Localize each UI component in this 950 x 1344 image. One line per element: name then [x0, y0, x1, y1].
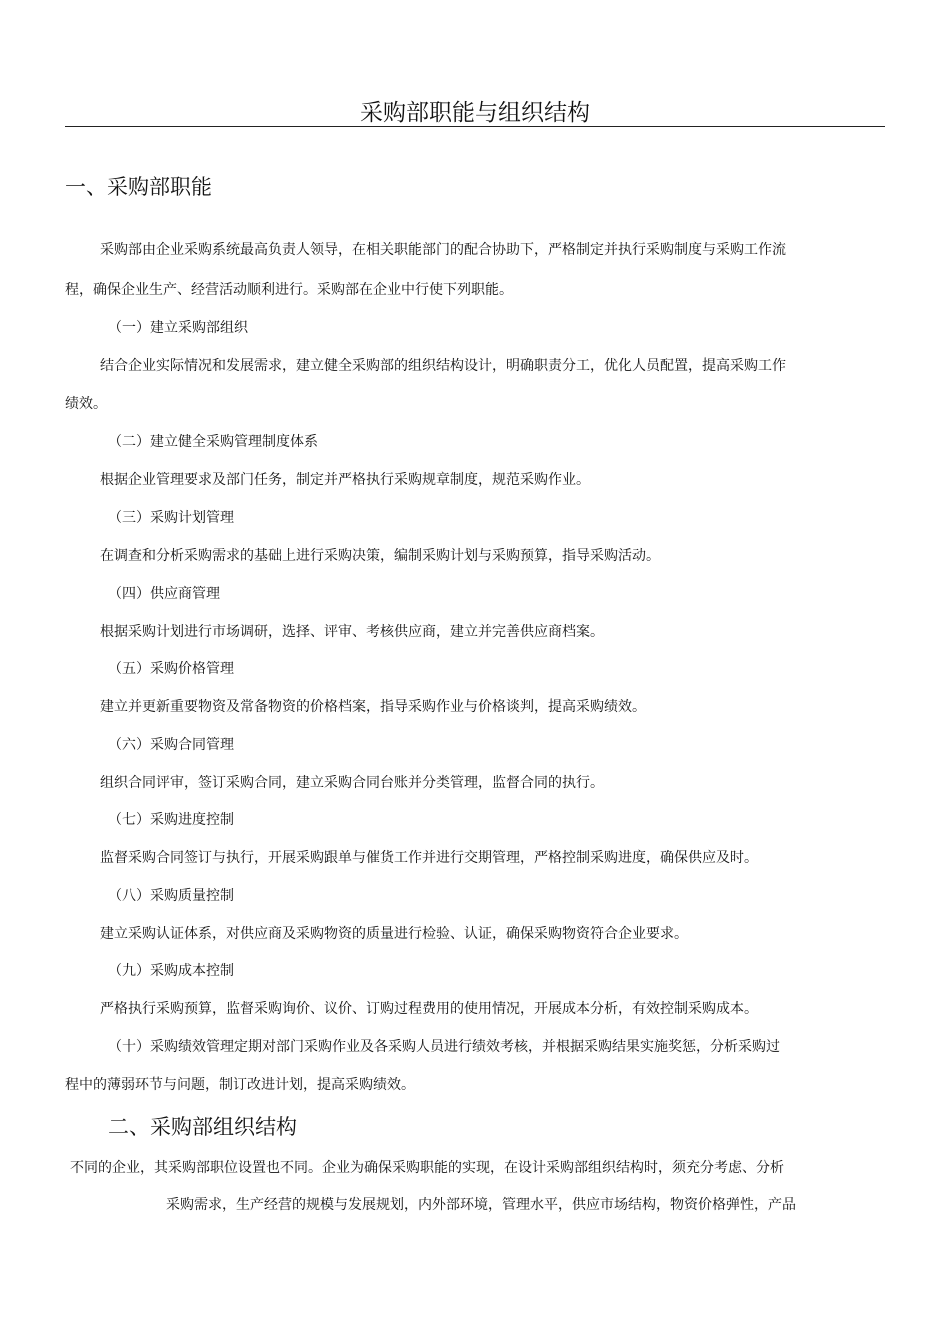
item3-heading: （三）采购计划管理 [108, 510, 234, 526]
item6-heading: （六）采购合同管理 [108, 737, 234, 753]
item5-heading: （五）采购价格管理 [108, 661, 234, 677]
item9-heading: （九）采购成本控制 [108, 963, 234, 979]
item7-heading: （七）采购进度控制 [108, 812, 234, 828]
item8-text: 建立采购认证体系，对供应商及采购物资的质量进行检验、认证，确保采购物资符合企业要求。 [100, 926, 688, 942]
item4-text: 根据采购计划进行市场调研，选择、评审、考核供应商，建立并完善供应商档案。 [100, 624, 604, 640]
intro-paragraph-line2: 程，确保企业生产、经营活动顺利进行。采购部在企业中行使下列职能。 [65, 282, 513, 298]
item1-text-line1: 结合企业实际情况和发展需求，建立健全采购部的组织结构设计，明确职责分工，优化人员配置，提高采购工作 [100, 358, 786, 374]
item10-text-line2: 程中的薄弱环节与问题，制订改进计划，提高采购绩效。 [65, 1077, 415, 1093]
intro-paragraph-line1: 采购部由企业采购系统最高负责人领导，在相关职能部门的配合协助下，严格制定并执行采购制度与采购工作流 [100, 242, 786, 258]
item4-heading: （四）供应商管理 [108, 586, 220, 602]
document-title: 采购部职能与组织结构 [360, 100, 590, 126]
item2-text: 根据企业管理要求及部门任务，制定并严格执行采购规章制度，规范采购作业。 [100, 472, 590, 488]
section2-text-line2: 采购需求，生产经营的规模与发展规划，内外部环境，管理水平，供应市场结构，物资价格弹性，产品 [166, 1197, 796, 1213]
item1-text-line2: 绩效。 [65, 396, 107, 412]
title-underline [65, 126, 885, 127]
section1-heading: 一、采购部职能 [65, 175, 212, 199]
section2-text-line1: 不同的企业，其采购部职位设置也不同。企业为确保采购职能的实现，在设计采购部组织结构时，须充分考虑、分析 [70, 1160, 784, 1176]
section2-heading: 二、采购部组织结构 [108, 1115, 297, 1139]
item5-text: 建立并更新重要物资及常备物资的价格档案，指导采购作业与价格谈判，提高采购绩效。 [100, 699, 646, 715]
item1-heading: （一）建立采购部组织 [108, 320, 248, 336]
item2-heading: （二）建立健全采购管理制度体系 [108, 434, 318, 450]
item3-text: 在调查和分析采购需求的基础上进行采购决策，编制采购计划与采购预算，指导采购活动。 [100, 548, 660, 564]
item8-heading: （八）采购质量控制 [108, 888, 234, 904]
item9-text: 严格执行采购预算，监督采购询价、议价、订购过程费用的使用情况，开展成本分析，有效控制采购成本。 [100, 1001, 758, 1017]
item10-text-line1: （十）采购绩效管理定期对部门采购作业及各采购人员进行绩效考核，并根据采购结果实施奖惩，分析采购过 [108, 1039, 780, 1055]
item6-text: 组织合同评审，签订采购合同，建立采购合同台账并分类管理，监督合同的执行。 [100, 775, 604, 791]
item7-text: 监督采购合同签订与执行，开展采购跟单与催货工作并进行交期管理，严格控制采购进度，确保供应及时。 [100, 850, 758, 866]
